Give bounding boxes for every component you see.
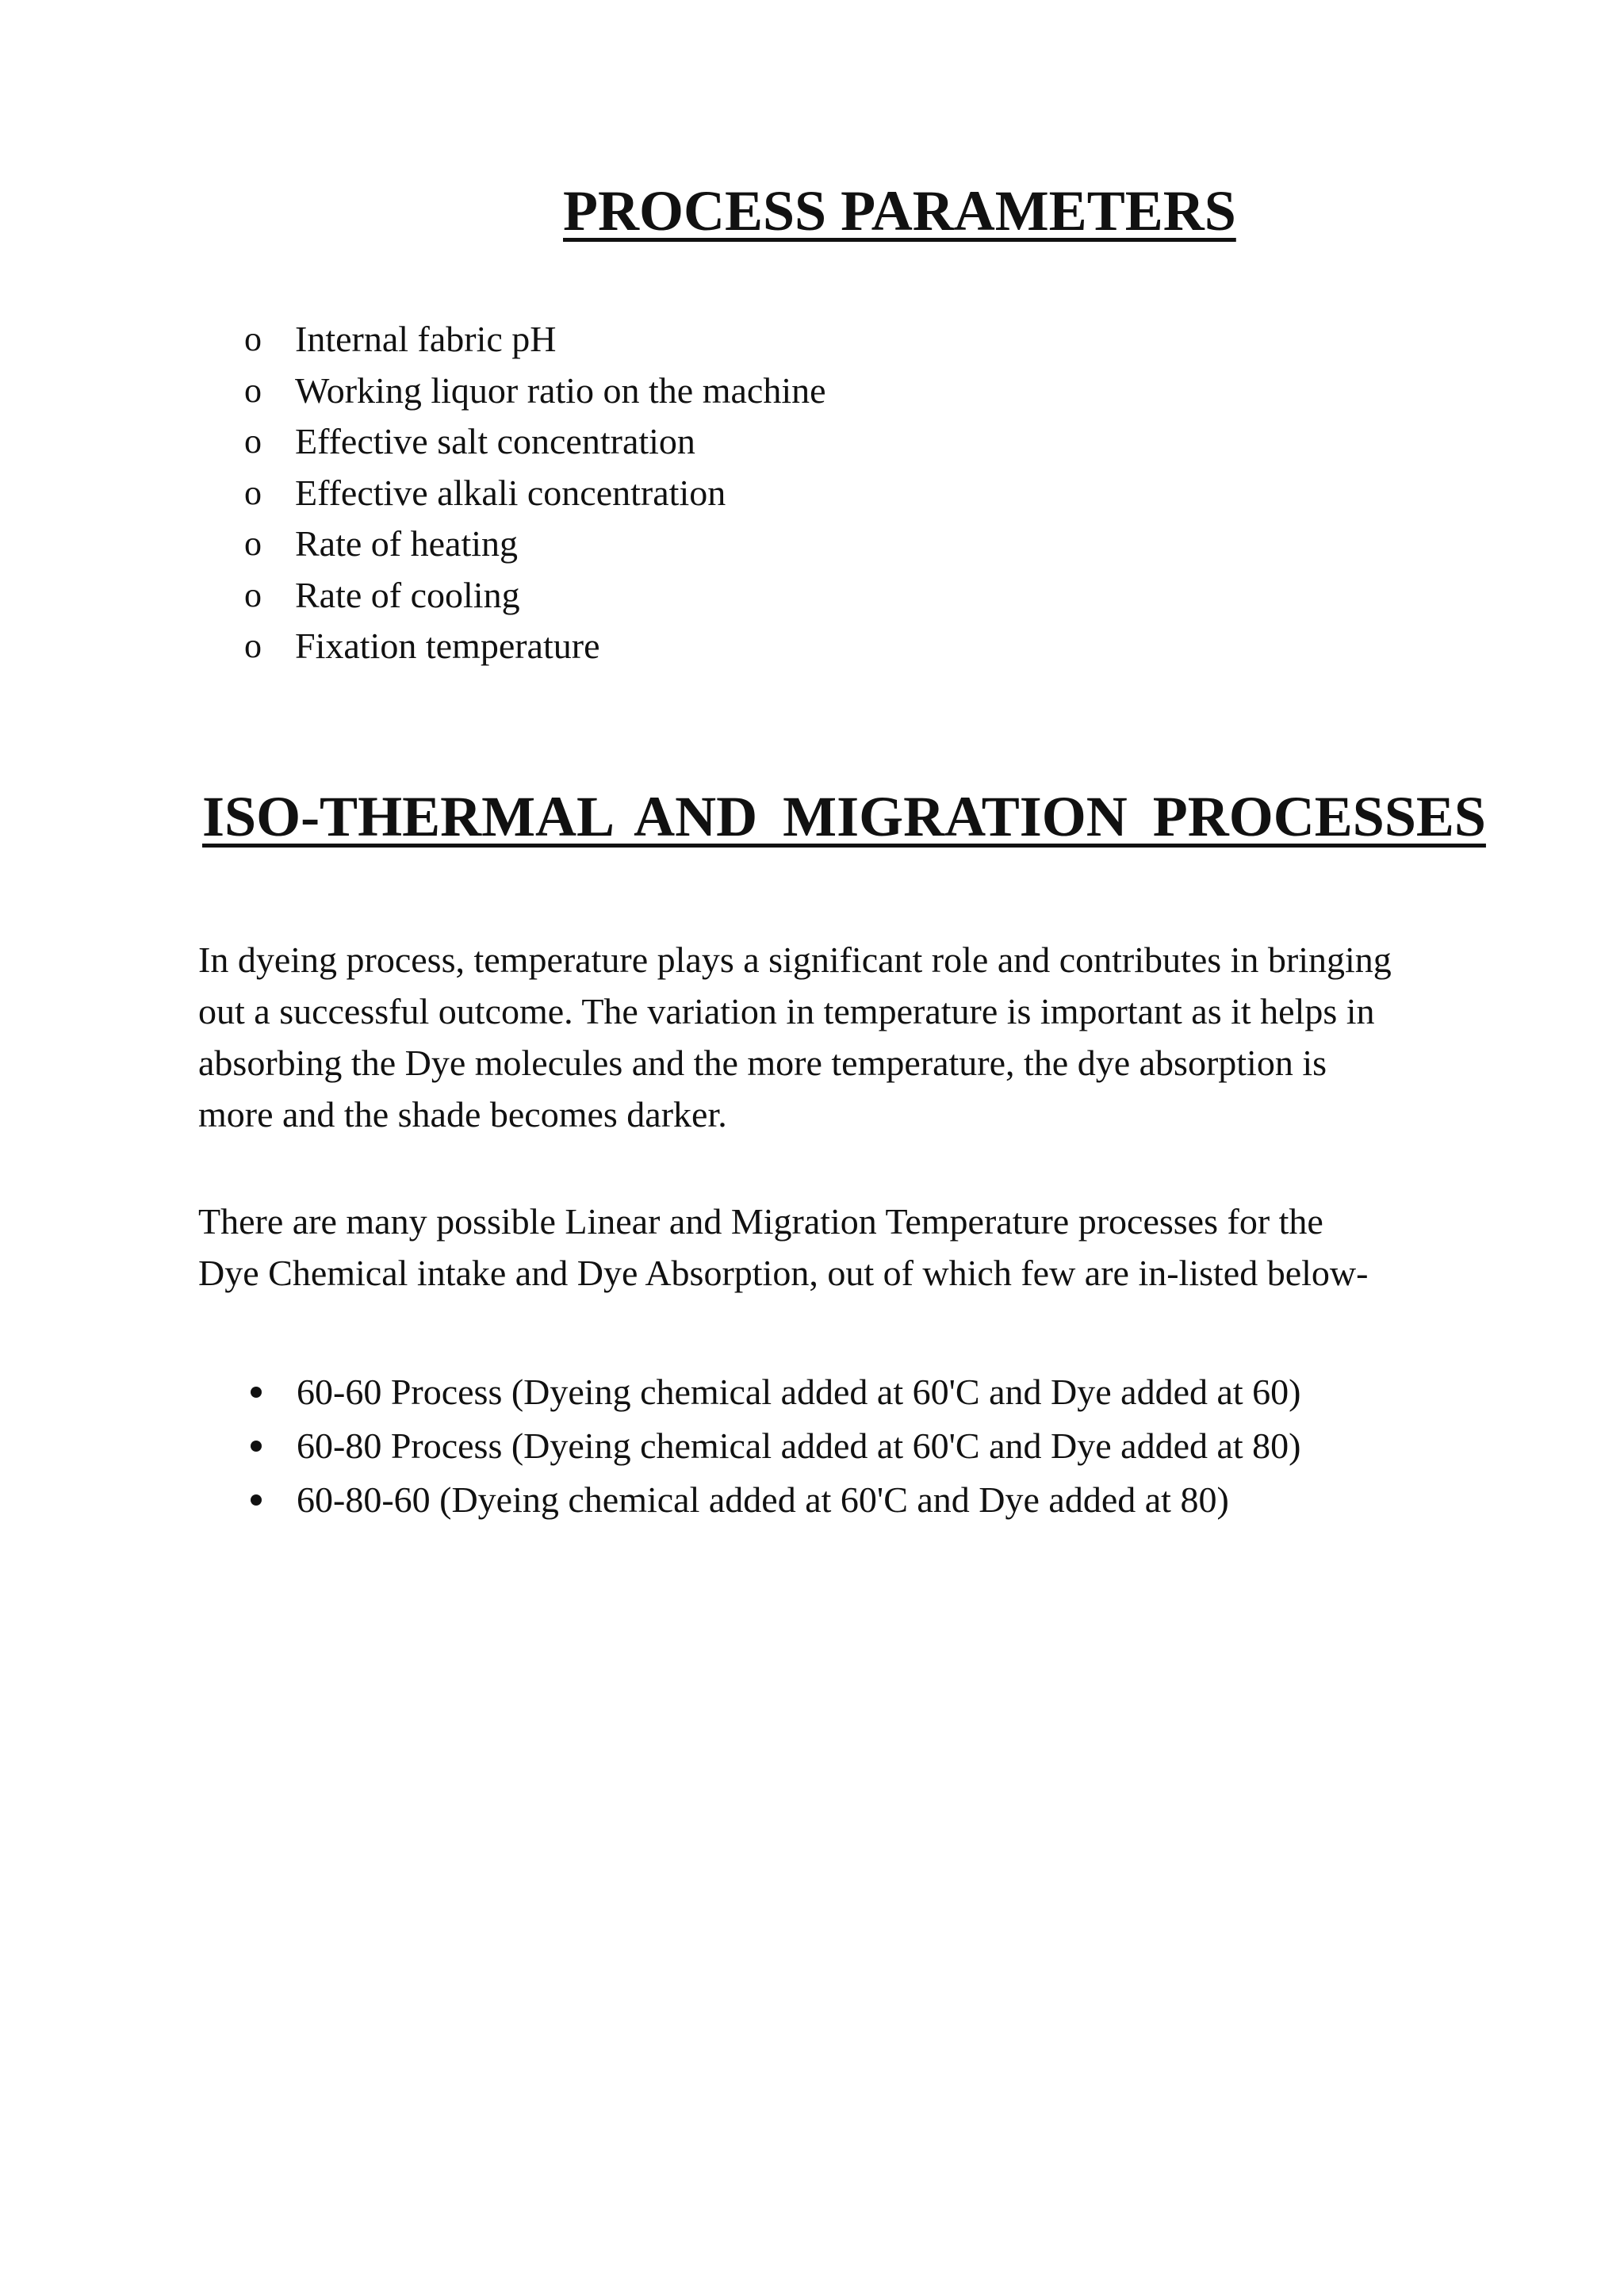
bullet-item-text: 60-80-60 (Dyeing chemical added at 60'C and Dye added at 80) (297, 1479, 1229, 1520)
process-parameters-list (238, 314, 826, 672)
list-item (238, 365, 826, 417)
paragraph-line: absorbing the Dye molecules and the more temperature, the dye absorption is (198, 1043, 1327, 1083)
list-item (238, 314, 826, 365)
bullet-item-text: 60-60 Process (Dyeing chemical added at 60'C and Dye added at 60) (297, 1372, 1301, 1412)
list-marker: o (244, 422, 262, 461)
list-item-text: Fixation temperature (295, 626, 600, 666)
paragraph-line: In dyeing process, temperature plays a significant role and contributes in bringing (198, 939, 1392, 980)
iso-thermal-heading: ISO-THERMAL AND MIGRATION PROCESSES (202, 785, 1486, 848)
list-item-text: Effective salt concentration (295, 421, 695, 461)
list-item (238, 416, 826, 468)
bullet-dot-icon (251, 1387, 262, 1398)
list-item-text: Working liquor ratio on the machine (295, 369, 826, 411)
bullet-dot-icon (251, 1441, 262, 1452)
list-item-text: Internal fabric pH (295, 319, 557, 359)
list-item-text: Rate of heating (295, 523, 519, 564)
paragraph-line: There are many possible Linear and Migration Temperature processes for the (198, 1201, 1323, 1242)
list-marker: o (244, 473, 262, 512)
list-marker: o (244, 626, 262, 665)
bullet-item-text: 60-80 Process (Dyeing chemical added at 60'C and Dye added at 80) (297, 1425, 1301, 1466)
bullet-item (246, 1419, 1301, 1473)
intro-paragraph (198, 934, 1467, 1140)
list-item-text: Effective alkali concentration (295, 472, 726, 513)
list-item-text: Rate of cooling (295, 574, 520, 615)
list-item (238, 621, 826, 672)
processes-paragraph (198, 1196, 1467, 1299)
bullet-item (246, 1365, 1301, 1419)
paragraph-line: more and the shade becomes darker. (198, 1094, 727, 1135)
process-bullet-list (246, 1365, 1301, 1527)
bullet-item (246, 1473, 1301, 1527)
list-marker: o (244, 575, 262, 614)
list-item (238, 519, 826, 570)
paragraph-line: out a successful outcome. The variation in temperature is important as it helps in (198, 991, 1375, 1031)
list-item (238, 468, 826, 519)
list-marker: o (244, 320, 262, 358)
paragraph-line: Dye Chemical intake and Dye Absorption, out of which few are in-listed below- (198, 1253, 1369, 1293)
list-marker: o (244, 524, 262, 563)
list-marker: o (244, 370, 262, 410)
bullet-dot-icon (251, 1494, 262, 1506)
list-item (238, 570, 826, 622)
process-parameters-heading: PROCESS PARAMETERS (563, 179, 1236, 243)
